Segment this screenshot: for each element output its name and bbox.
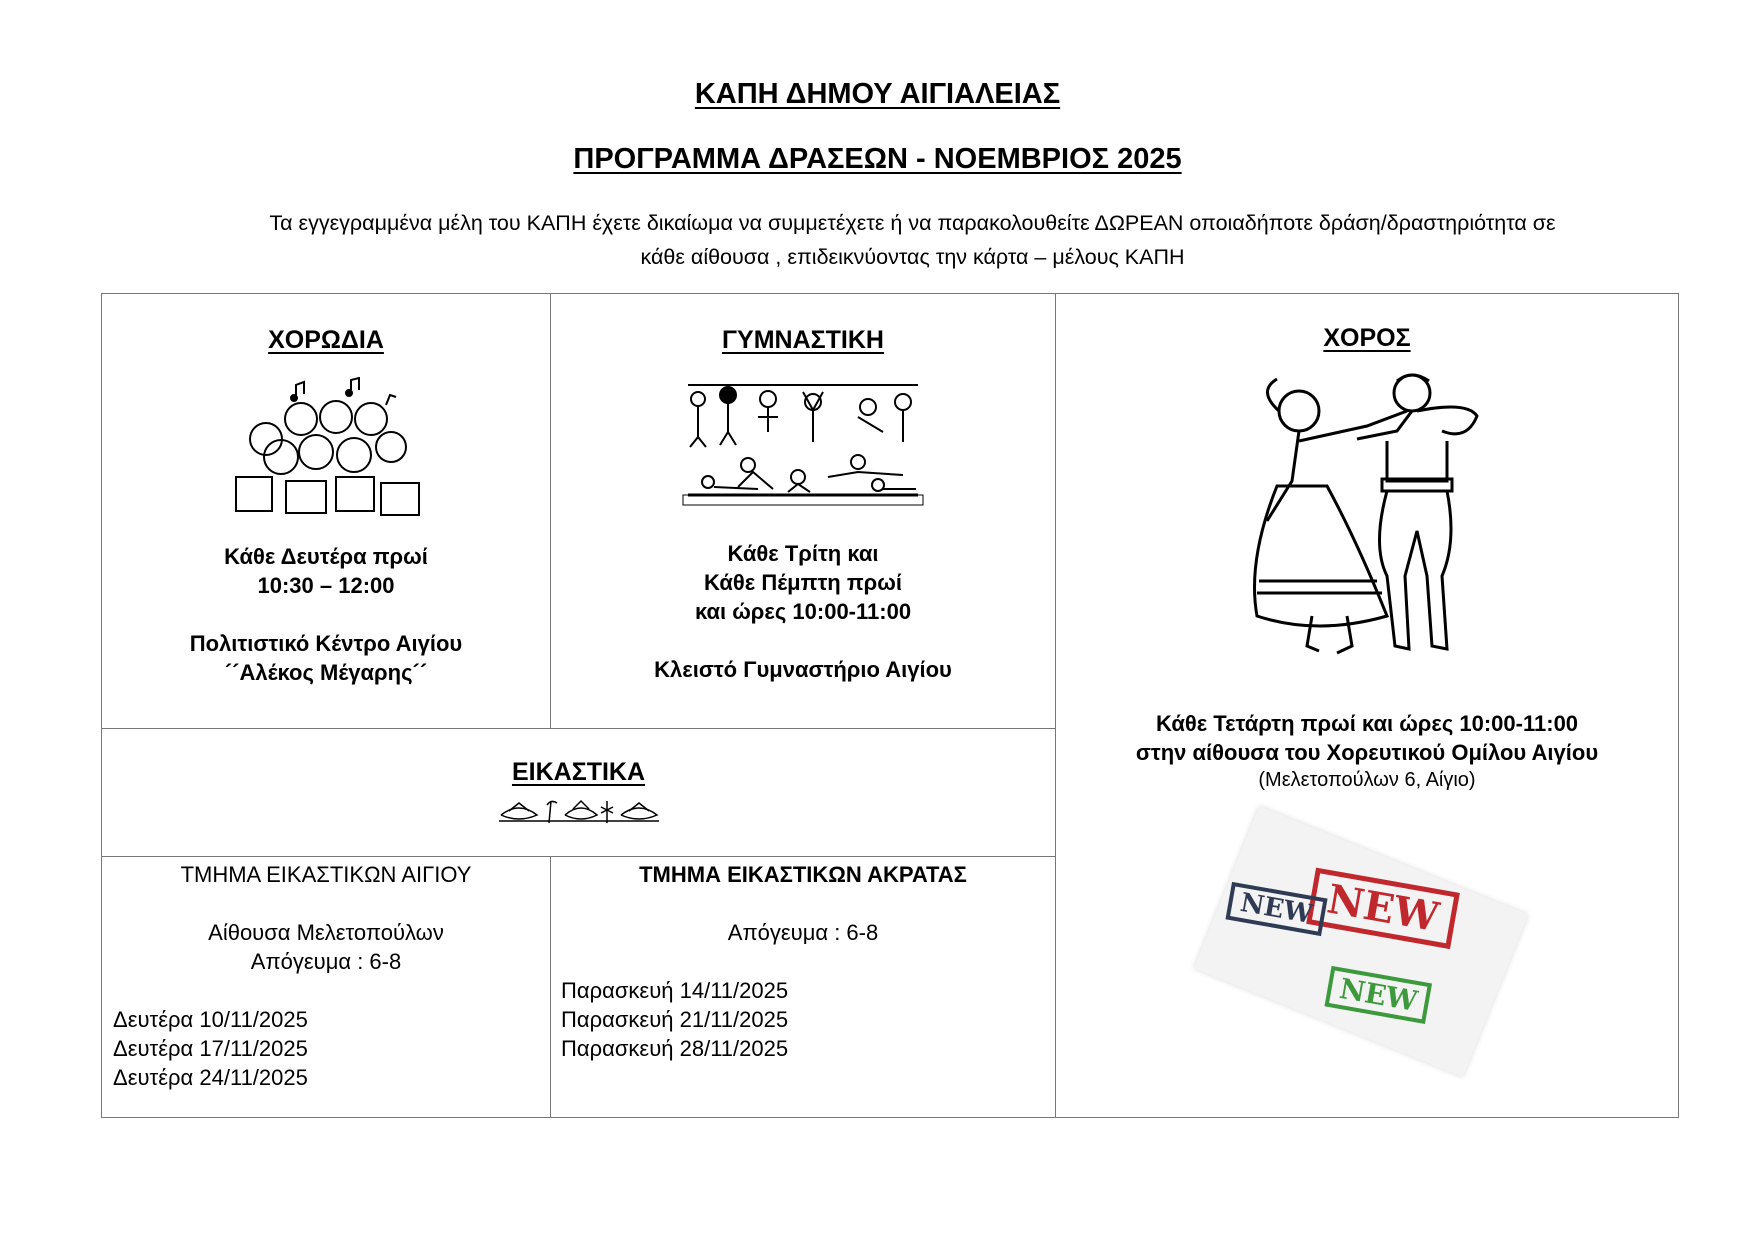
gym-heading: ΓΥΜΝΑΣΤΙΚΗ [722, 326, 884, 354]
arts-heading: ΕΙΚΑΣΤΙΚΑ [511, 758, 646, 786]
arts-aigio-date-1: Δευτέρα 10/11/2025 [113, 1007, 308, 1032]
choir-venue-name: ´´Αλέκος Μέγαρης´´ [224, 660, 428, 685]
dance-cell [1056, 294, 1678, 1117]
choir-illustration [226, 377, 426, 522]
intro-line-2: κάθε αίθουσα , επιδεικνύοντας την κάρτα – μέλους ΚΑΠΗ [640, 245, 1185, 269]
dance-illustration [1237, 371, 1497, 671]
arts-heading-cell [102, 729, 1055, 856]
choir-cell [102, 294, 550, 728]
flower-ornament-icon [499, 797, 659, 825]
arts-aigio-heading: ΤΜΗΜΑ ΕΙΚΑΣΤΙΚΩΝ ΑΙΓΙΟΥ [180, 862, 472, 887]
gym-cell [551, 294, 1055, 728]
dance-day: Κάθε Τετάρτη πρωί και ώρες 10:00-11:00 [1155, 711, 1579, 736]
arts-akrata-heading: ΤΜΗΜΑ ΕΙΚΑΣΤΙΚΩΝ ΑΚΡΑΤΑΣ [639, 862, 967, 887]
arts-akrata-date-1: Παρασκευή 14/11/2025 [561, 978, 789, 1003]
page-subtitle: ΠΡΟΓΡΑΜΜΑ ΔΡΑΣΕΩΝ - ΝΟΕΜΒΡΙΟΣ 2025 [573, 143, 1182, 175]
gym-venue: Κλειστό Γυμναστήριο Αιγίου [654, 657, 952, 682]
new-stamp-green: NEW [1324, 966, 1432, 1024]
gym-day-2: Κάθε Πέμπτη πρωί [704, 570, 902, 595]
arts-aigio-time: Απόγευμα : 6-8 [250, 949, 402, 974]
gym-day-1: Κάθε Τρίτη και [727, 541, 879, 566]
arts-akrata-date-2: Παρασκευή 21/11/2025 [561, 1007, 789, 1032]
intro-text [140, 206, 1685, 274]
new-stamp-card [1194, 806, 1528, 1077]
arts-akrata-time: Απόγευμα : 6-8 [727, 920, 879, 945]
arts-aigio-venue: Αίθουσα Μελετοπούλων [208, 920, 444, 945]
dance-heading: ΧΟΡΟΣ [1323, 324, 1411, 352]
arts-akrata-date-3: Παρασκευή 28/11/2025 [561, 1036, 789, 1061]
choir-day: Κάθε Δευτέρα πρωί [224, 544, 428, 569]
arts-aigio-date-2: Δευτέρα 17/11/2025 [113, 1036, 308, 1061]
new-stamp-navy: NEW [1225, 882, 1327, 936]
dance-venue: στην αίθουσα του Χορευτικού Ομίλου Αιγίου [1135, 740, 1599, 765]
dance-address: (Μελετοπούλων 6, Αίγιο) [1258, 769, 1476, 791]
gym-time: και ώρες 10:00-11:00 [694, 599, 912, 624]
choir-heading: ΧΟΡΩΔΙΑ [268, 326, 384, 354]
page-title: ΚΑΠΗ ΔΗΜΟΥ ΑΙΓΙΑΛΕΙΑΣ [694, 78, 1061, 110]
arts-akrata-cell [551, 857, 1055, 1117]
choir-venue: Πολιτιστικό Κέντρο Αιγίου [189, 631, 463, 656]
gym-illustration [678, 377, 928, 515]
intro-line-1: Τα εγγεγραμμένα μέλη του ΚΑΠΗ έχετε δικαίωμα να συμμετέχετε ή να παρακολουθείτε ΔΩΡΕΑΝ οποιαδήποτε δράση/δραστηριότητα σε [269, 211, 1556, 235]
choir-time: 10:30 – 12:00 [257, 573, 395, 598]
arts-aigio-date-3: Δευτέρα 24/11/2025 [113, 1065, 308, 1090]
new-stamp-red: NEW [1306, 868, 1460, 949]
arts-aigio-cell [102, 857, 550, 1117]
